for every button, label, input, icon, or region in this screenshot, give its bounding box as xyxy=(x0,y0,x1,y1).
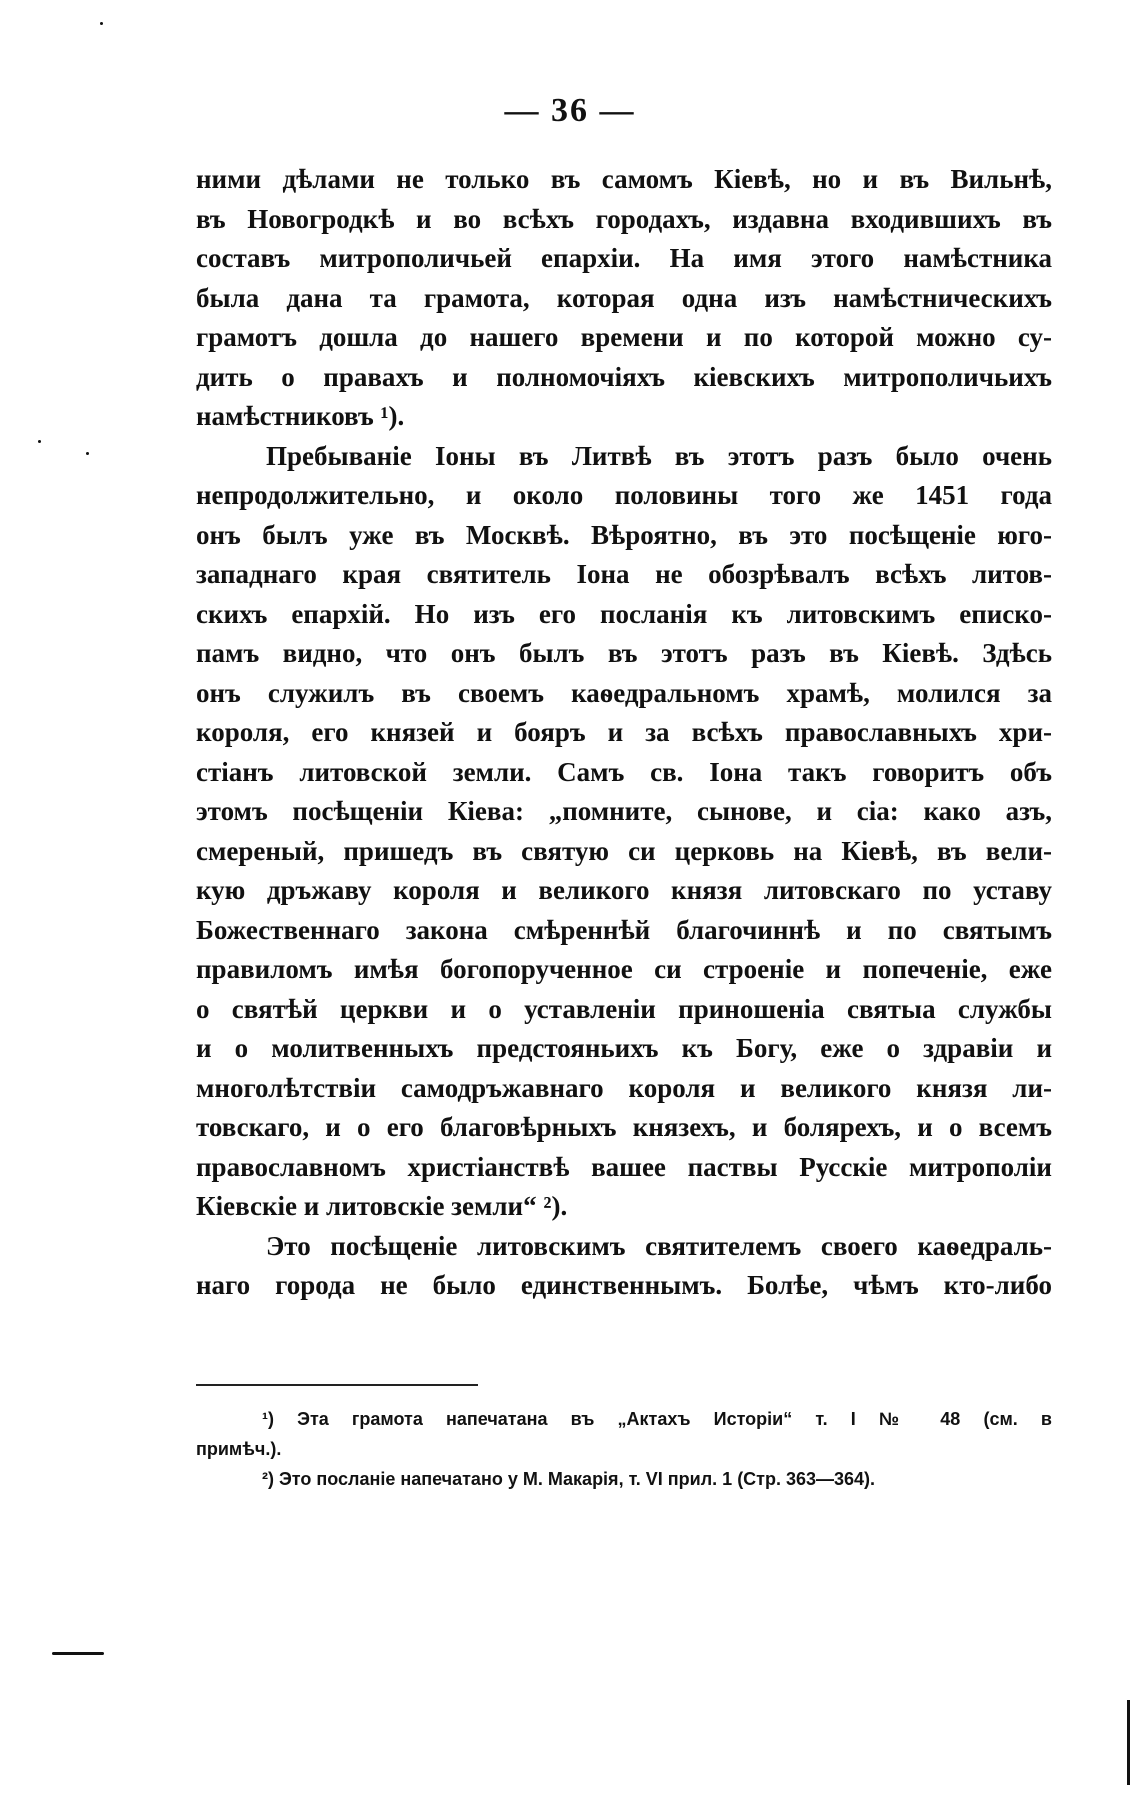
text-line: православномъ христіанствѣ вашее паствы Русскіе митрополіи xyxy=(196,1151,1052,1182)
text-line: о святѣй церкви и о уставленіи приношеніа святыа службы xyxy=(196,993,1052,1024)
text-line: намѣстниковъ ¹). xyxy=(196,401,405,431)
text-line: памъ видно, что онъ былъ въ этотъ разъ въ Кіевѣ. Здѣсь xyxy=(196,638,1052,668)
footnotes xyxy=(196,1404,1052,1494)
text-line: правиломъ имѣя богопорученное си строеніе и попеченіе, еже xyxy=(196,954,1052,984)
footnote-line: примѣч.). xyxy=(196,1439,282,1459)
text-line: короля, его князей и бояръ и за всѣхъ православныхъ хри- xyxy=(196,717,1052,747)
body-text xyxy=(196,160,1052,1306)
text-line: смереный, пришедъ въ святую си церковь на Кіевѣ, въ вели- xyxy=(196,835,1052,866)
scan-speck xyxy=(38,440,41,443)
text-line: онъ былъ уже въ Москвѣ. Вѣроятно, въ это посѣщеніе юго- xyxy=(196,519,1052,550)
text-line: стіанъ литовской земли. Самъ св. Іона такъ говоритъ объ xyxy=(196,756,1052,787)
text-line: скихъ епархій. Но изъ его посланія къ литовскимъ еписко- xyxy=(196,598,1052,629)
footnote-divider xyxy=(196,1384,478,1386)
text-line: Это посѣщеніе литовскимъ святителемъ своего каѳедраль- xyxy=(266,1230,1052,1261)
text-line: непродолжительно, и около половины того же 1451 года xyxy=(196,480,1052,510)
text-line: кую дръжаву короля и великого князя литовскаго по уставу xyxy=(196,875,1052,905)
text-line: онъ служилъ въ своемъ каѳедральномъ храмѣ, молился за xyxy=(196,677,1052,708)
footnote-line: ²) Это посланіе напечатано у М. Макарія, т. VI прил. 1 (Стр. 363—364). xyxy=(262,1469,876,1489)
page-edge-mark xyxy=(1127,1700,1130,1785)
text-line: была дана та грамота, которая одна изъ намѣстническихъ xyxy=(196,282,1052,313)
text-line: и о молитвенныхъ предстояньихъ къ Богу, еже о здравіи и xyxy=(196,1033,1052,1063)
text-line: въ Новогродкѣ и во всѣхъ городахъ, издавна входившихъ въ xyxy=(196,203,1052,234)
scan-speck xyxy=(86,452,89,455)
text-line: ними дѣлами не только въ самомъ Кіевѣ, но и въ Вильнѣ, xyxy=(196,164,1052,194)
text-line: грамотъ дошла до нашего времени и по которой можно су- xyxy=(196,322,1052,352)
text-line: товскаго, и о его благовѣрныхъ князехъ, и болярехъ, и о всемъ xyxy=(196,1112,1052,1142)
text-line: Пребываніе Іоны въ Литвѣ въ этотъ разъ было очень xyxy=(266,440,1052,471)
text-line: этомъ посѣщеніи Кіева: „помните, сынове, и сіа: како азъ, xyxy=(196,796,1052,826)
scan-speck xyxy=(100,22,103,25)
text-line: составъ митрополичьей епархіи. На имя этого намѣстника xyxy=(196,243,1052,273)
text-line: наго города не было единственнымъ. Болѣе, чѣмъ кто-либо xyxy=(196,1270,1052,1300)
text-line: Кіевскіе и литовскіе земли“ ²). xyxy=(196,1191,568,1221)
footnote-line: ¹) Эта грамота напечатана въ „Актахъ Исторiи“ т. I № 48 (см. в xyxy=(262,1409,1052,1429)
text-line: Божественнаго закона смѣреннѣй благочиннѣ и по святымъ xyxy=(196,914,1052,945)
text-line: многолѣтствіи самодръжавнаго короля и великого князя ли- xyxy=(196,1072,1052,1103)
margin-dash-mark xyxy=(52,1652,104,1655)
page-number: — 36 — xyxy=(504,92,636,129)
text-line: западнаго края святитель Іона не обозрѣвалъ всѣхъ литов- xyxy=(196,559,1052,589)
text-line: дить о правахъ и полномочіяхъ кіевскихъ митрополичьихъ xyxy=(196,361,1052,392)
